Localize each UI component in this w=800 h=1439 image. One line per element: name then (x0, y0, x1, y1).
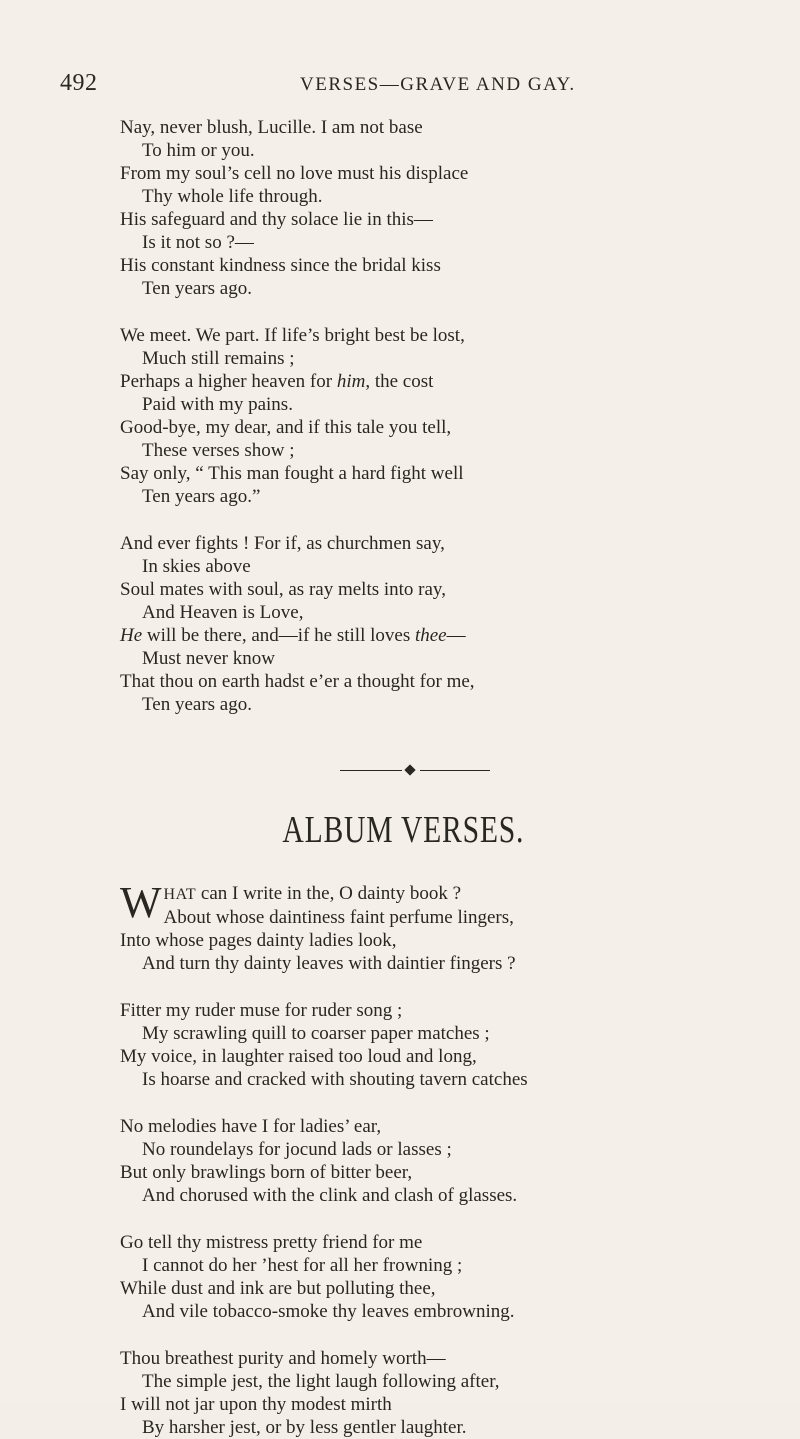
stanza-4 (120, 1231, 770, 1323)
verse-line: And vile tobacco-smoke thy leaves embrowning. (142, 1301, 515, 1322)
verse-line: Go tell thy mistress pretty friend for me (120, 1232, 423, 1253)
verse-line: No melodies have I for ladies’ ear, (120, 1116, 382, 1137)
verse-line: My scrawling quill to coarser paper matches ; (142, 1023, 490, 1044)
verse-line: Much still remains ; (142, 348, 295, 369)
verse-text: — (446, 625, 466, 646)
verse-line: Is hoarse and cracked with shouting tavern catches (142, 1069, 528, 1090)
verse-line: That thou on earth hadst e’er a thought for me, (120, 671, 475, 692)
verse-line: Good-bye, my dear, and if this tale you tell, (120, 417, 452, 438)
verse-line: In skies above (142, 556, 251, 577)
verse-line: We meet. We part. If life’s bright best be lost, (120, 325, 465, 346)
verse-line: Soul mates with soul, as ray melts into ray, (120, 579, 446, 600)
poem-ten-years-ago (120, 116, 770, 716)
first-word-rest: HAT (163, 886, 197, 903)
verse-line: Is it not so ?— (142, 232, 254, 253)
divider-rule-right (420, 770, 490, 771)
verse-line: Ten years ago.” (142, 486, 261, 507)
verse-line: His safeguard and thy solace lie in this— (120, 209, 433, 230)
verse-text: , the cost (365, 371, 434, 392)
stanza-3 (120, 532, 770, 716)
verse-text: will be there, and—if he still loves (142, 625, 415, 646)
verse-line (120, 882, 770, 906)
verse-text: can I write in the, O dainty book ? (196, 883, 462, 904)
verse-line (120, 624, 770, 647)
stanza-1 (120, 116, 770, 300)
verse-line: Thou breathest purity and homely worth— (120, 1348, 446, 1369)
section-title: ALBUM VERSES. (282, 809, 525, 851)
verse-line: My voice, in laughter raised too loud and long, (120, 1046, 477, 1067)
verse-line: Ten years ago. (142, 694, 252, 715)
drop-cap: W (120, 878, 162, 927)
verse-text: Perhaps a higher heaven for (120, 371, 337, 392)
verse-line (120, 370, 770, 393)
verse-line: To him or you. (142, 140, 255, 161)
section-divider (340, 765, 490, 777)
divider-rule-left (340, 770, 402, 771)
poem-album-verses (120, 878, 770, 1439)
stanza-1 (120, 878, 770, 975)
verse-line: Thy whole life through. (142, 186, 323, 207)
verse-line: Say only, “ This man fought a hard fight well (120, 463, 464, 484)
verse-line: I cannot do her ’hest for all her frowning ; (142, 1255, 463, 1276)
page-number: 492 (60, 70, 98, 96)
stanza-5 (120, 1347, 770, 1439)
stanza-2 (120, 999, 770, 1091)
verse-line: I will not jar upon thy modest mirth (120, 1394, 392, 1415)
verse-line: Paid with my pains. (142, 394, 293, 415)
verse-line: Must never know (142, 648, 275, 669)
verse-line: Into whose pages dainty ladies look, (120, 930, 397, 951)
verse-line: But only brawlings born of bitter beer, (120, 1162, 413, 1183)
verse-line: Ten years ago. (142, 278, 252, 299)
running-title: VERSES—GRAVE AND GAY. (300, 74, 576, 95)
verse-line: From my soul’s cell no love must his displace (120, 163, 469, 184)
emphasis-him: him (336, 371, 366, 392)
emphasis-thee: thee (414, 625, 447, 646)
stanza-2 (120, 324, 770, 508)
emphasis-he: He (120, 625, 143, 646)
verse-line: About whose daintiness faint perfume lingers, (163, 907, 514, 928)
verse-line: And turn thy dainty leaves with daintier fingers ? (142, 953, 516, 974)
verse-line: And chorused with the clink and clash of glasses. (142, 1185, 518, 1206)
stanza-3 (120, 1115, 770, 1207)
diamond-ornament-icon (404, 764, 415, 775)
running-head (0, 70, 800, 100)
verse-line: Fitter my ruder muse for ruder song ; (120, 1000, 403, 1021)
verse-line: These verses show ; (142, 440, 295, 461)
verse-line: Nay, never blush, Lucille. I am not base (120, 117, 423, 138)
verse-line: No roundelays for jocund lads or lasses ; (142, 1139, 452, 1160)
verse-line: And ever fights ! For if, as churchmen say, (120, 533, 445, 554)
verse-line: By harsher jest, or by less gentler laughter. (142, 1417, 467, 1438)
verse-line: While dust and ink are but polluting thee, (120, 1278, 436, 1299)
verse-line: The simple jest, the light laugh following after, (142, 1371, 500, 1392)
verse-line: His constant kindness since the bridal kiss (120, 255, 441, 276)
verse-line: And Heaven is Love, (142, 602, 304, 623)
